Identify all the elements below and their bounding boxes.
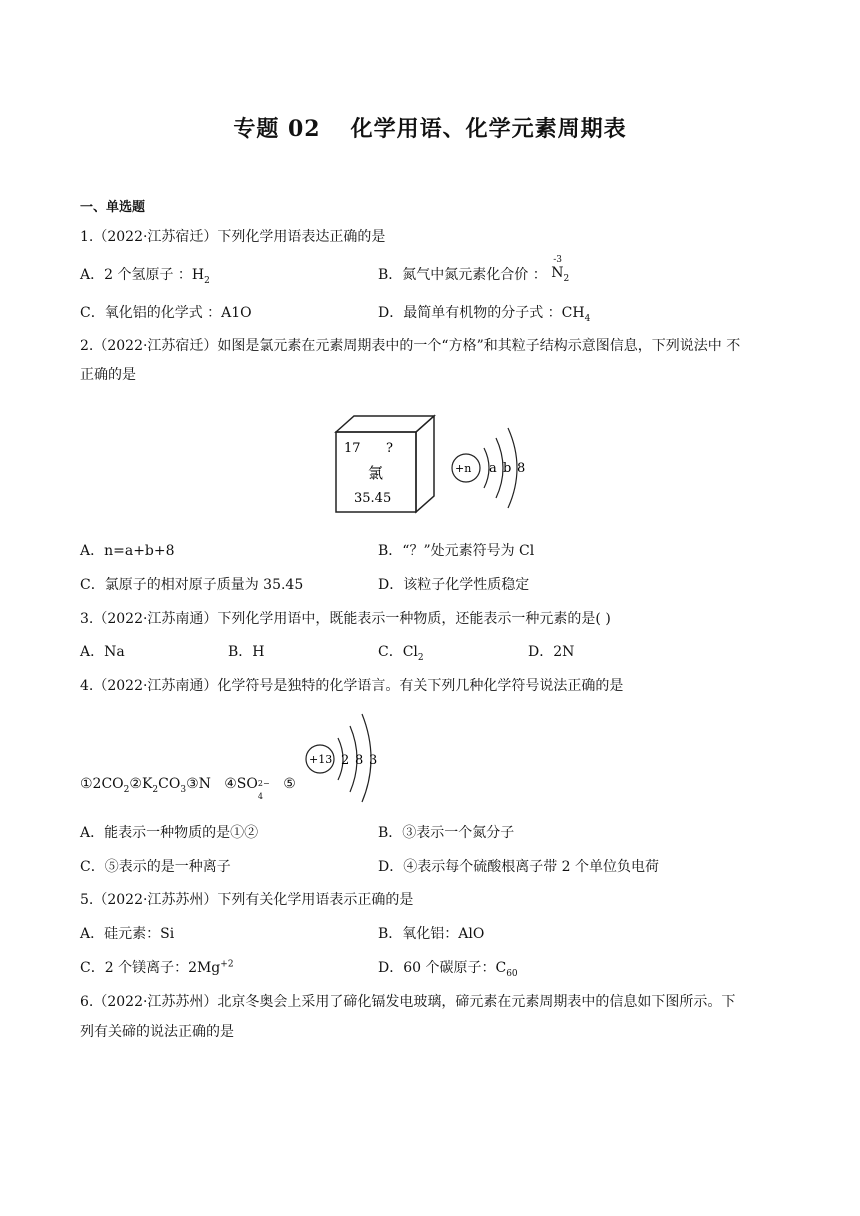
cell-name: 氯 xyxy=(368,464,384,482)
cell-symbol: ? xyxy=(386,441,393,456)
page-title xyxy=(0,112,860,143)
title-part1: 专题 02 xyxy=(233,116,321,142)
cell-atomic-number: 17 xyxy=(344,441,361,456)
q1-option-c: C．氧化铝的化学式 ：A1O xyxy=(80,305,252,321)
al-nucleus-label: +13 xyxy=(309,753,333,766)
q3-option-c: C．$Cl_2$ xyxy=(378,644,424,663)
q3-option-d: D．2N xyxy=(528,644,575,660)
q4-option-d: D．④表示每个硫酸根离子带 2 个单位负电荷 xyxy=(378,859,660,875)
q1-stem: 1.（2022·江苏宿迁）下列化学用语表达正确的是 xyxy=(80,229,386,245)
section-heading: 一、单选题 xyxy=(80,200,146,215)
cell-mass: 35.45 xyxy=(354,491,392,506)
q3-option-b: B．H xyxy=(228,644,265,660)
shell-2-label: b xyxy=(503,461,512,476)
q4-option-c: C．⑤表示的是一种离子 xyxy=(80,859,231,875)
q6-stem-line2: 列有关碲的说法正确的是 xyxy=(80,1024,234,1040)
shell-3-label: 8 xyxy=(517,461,526,476)
q2-option-a: A．n=a+b+8 xyxy=(80,543,175,559)
q5-option-c: C．2 个镁离子：$2Mg^{+2}$ xyxy=(80,959,234,976)
q4-symbols: $①2CO_2②K_2CO_3③N$ ④SO 2− 4 ⑤ xyxy=(80,776,296,801)
shell-1-label: a xyxy=(489,461,497,476)
al-shell-1: 2 xyxy=(341,753,350,768)
al-shell-2: 8 xyxy=(355,753,364,768)
q2-option-d: D．该粒子化学性质稳定 xyxy=(378,577,530,593)
al-shell-3: 3 xyxy=(369,753,378,768)
q3-stem: 3.（2022·江苏南通）下列化学用语中，既能表示一种物质，还能表示一种元素的是( ) xyxy=(80,611,611,627)
atom-nucleus-label: +n xyxy=(455,462,472,475)
q2-stem-line2: 正确的是 xyxy=(80,367,136,383)
q4-stem: 4.（2022·江苏南通）化学符号是独特的化学语言。有关下列几种化学符号说法正确的是 xyxy=(80,678,624,694)
q1-option-d: D．最简单有机物的分子式 ：$CH_4$ xyxy=(378,305,591,324)
q2-stem-line1: 2.（2022·江苏宿迁）如图是氯元素在元素周期表中的一个“方格”和其粒子结构示意图信息，下列说法中 不 xyxy=(80,338,741,354)
q4-option-a: A．能表示一种物质的是①② xyxy=(80,825,259,841)
title-part2: 化学用语、化学元素周期表 xyxy=(350,116,627,142)
q4-option-b: B．③表示一个氮分子 xyxy=(378,825,515,841)
q5-stem: 5.（2022·江苏苏州）下列有关化学用语表示正确的是 xyxy=(80,892,414,908)
q2-option-b: B．“？”处元素符号为 Cl xyxy=(378,543,535,559)
q5-option-d: D．60 个碳原子：$C_{60}$ xyxy=(378,960,518,979)
q2-option-c: C．氯原子的相对原子质量为 35.45 xyxy=(80,577,304,593)
q5-option-a: A．硅元素：Si xyxy=(80,926,175,942)
q3-option-a: A．Na xyxy=(80,644,125,660)
q6-stem-line1: 6.（2022·江苏苏州）北京冬奥会上采用了碲化镉发电玻璃，碲元素在元素周期表中的信息如下图所示。下 xyxy=(80,994,736,1010)
q5-option-b: B．氧化铝：AlO xyxy=(378,926,485,942)
q1-option-b: B．氮气中氮元素化合价 ： -3 $N_2$ xyxy=(378,255,570,284)
q1-option-a: A．2 个氢原子 ：$H_2$ xyxy=(80,267,210,286)
chlorine-figure xyxy=(330,410,540,522)
aluminum-atom-diagram xyxy=(296,704,386,804)
